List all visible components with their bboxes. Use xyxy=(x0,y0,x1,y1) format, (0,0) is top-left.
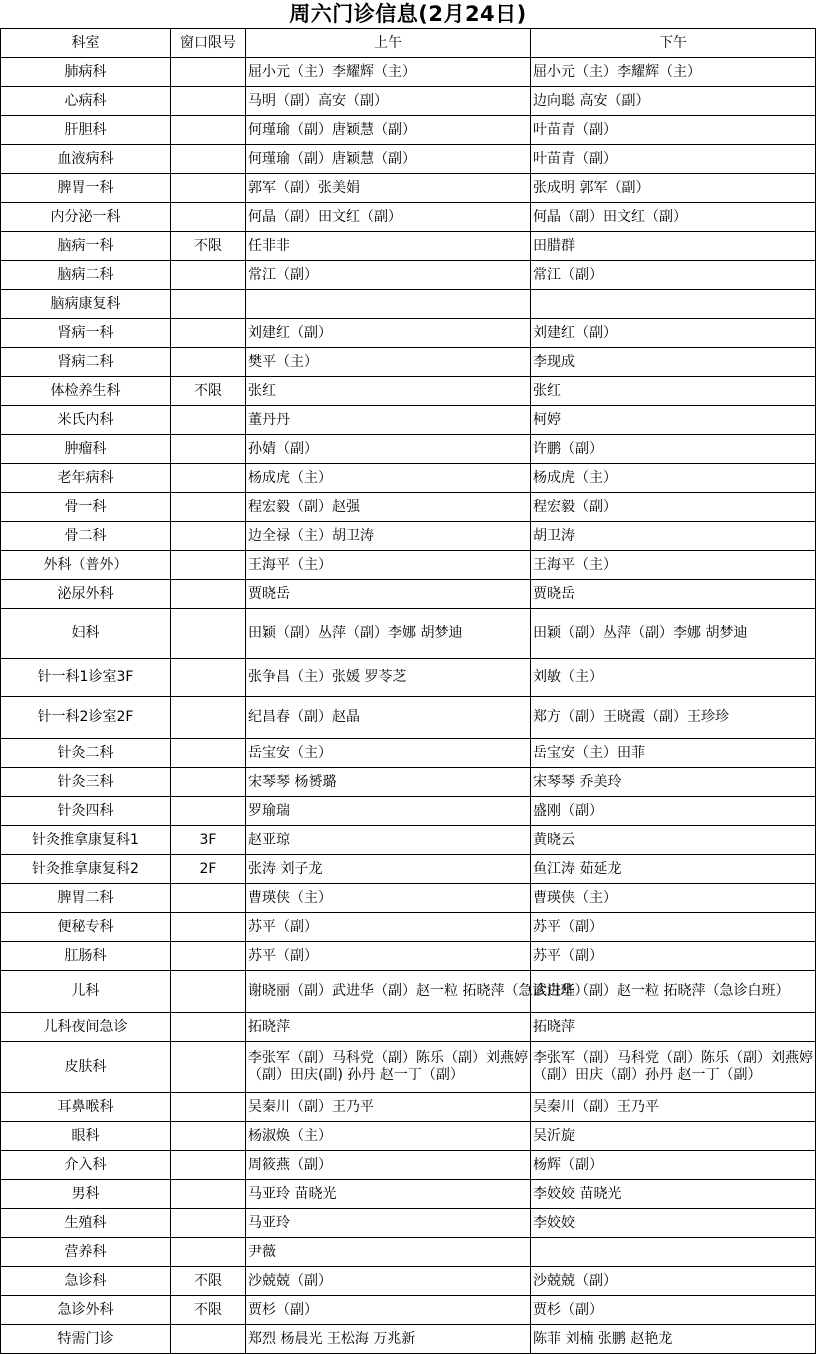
morning-doctors-cell: 马亚玲 xyxy=(246,1209,531,1238)
afternoon-doctors-cell: 田颖（副）丛萍（副）李娜 胡梦迪 xyxy=(531,609,816,659)
afternoon-doctors-cell: 田腊群 xyxy=(531,232,816,261)
morning-doctors-cell: 孙婧（副） xyxy=(246,435,531,464)
afternoon-doctors-cell: 程宏毅（副） xyxy=(531,493,816,522)
header-am: 上午 xyxy=(246,29,531,58)
dept-cell: 介入科 xyxy=(1,1151,171,1180)
window-limit-cell xyxy=(171,261,246,290)
dept-cell: 米氏内科 xyxy=(1,406,171,435)
dept-cell: 针一科2诊室2F xyxy=(1,697,171,739)
afternoon-doctors-cell: 拓晓萍 xyxy=(531,1013,816,1042)
dept-cell: 急诊外科 xyxy=(1,1296,171,1325)
table-row xyxy=(1,203,816,232)
window-limit-cell xyxy=(171,768,246,797)
header-row xyxy=(1,29,816,58)
morning-doctors-cell: 贾晓岳 xyxy=(246,580,531,609)
dept-cell: 肝胆科 xyxy=(1,116,171,145)
dept-cell: 内分泌一科 xyxy=(1,203,171,232)
window-limit-cell: 不限 xyxy=(171,1296,246,1325)
window-limit-cell xyxy=(171,884,246,913)
header-window: 窗口限号 xyxy=(171,29,246,58)
dept-cell: 皮肤科 xyxy=(1,1042,171,1093)
morning-doctors-cell: 程宏毅（副）赵强 xyxy=(246,493,531,522)
header-pm: 下午 xyxy=(531,29,816,58)
afternoon-doctors-cell: 杨辉（副） xyxy=(531,1151,816,1180)
window-limit-cell xyxy=(171,203,246,232)
window-limit-cell xyxy=(171,319,246,348)
morning-doctors-cell: 马明（副）高安（副） xyxy=(246,87,531,116)
table-row xyxy=(1,522,816,551)
afternoon-doctors-cell: 李姣姣 苗晓光 xyxy=(531,1180,816,1209)
morning-doctors-cell: 纪昌春（副）赵晶 xyxy=(246,697,531,739)
morning-doctors-cell: 李张军（副）马科党（副）陈乐（副）刘燕婷（副）田庆(副) 孙丹 赵一丁（副） xyxy=(246,1042,531,1093)
morning-doctors-cell: 马亚玲 苗晓光 xyxy=(246,1180,531,1209)
morning-doctors-cell: 张涛 刘子龙 xyxy=(246,855,531,884)
window-limit-cell xyxy=(171,493,246,522)
afternoon-doctors-cell: 屈小元（主）李耀辉（主） xyxy=(531,58,816,87)
table-row xyxy=(1,739,816,768)
table-row xyxy=(1,1042,816,1093)
table-row xyxy=(1,377,816,406)
table-row xyxy=(1,87,816,116)
window-limit-cell: 不限 xyxy=(171,1267,246,1296)
table-row xyxy=(1,1180,816,1209)
table-row xyxy=(1,232,816,261)
dept-cell: 针灸推拿康复科2 xyxy=(1,855,171,884)
afternoon-doctors-cell: 苏平（副） xyxy=(531,913,816,942)
morning-doctors-cell: 郑烈 杨晨光 王松海 万兆新 xyxy=(246,1325,531,1354)
window-limit-cell xyxy=(171,1325,246,1354)
schedule-table xyxy=(0,28,816,1354)
afternoon-doctors-cell: 李现成 xyxy=(531,348,816,377)
dept-cell: 脑病二科 xyxy=(1,261,171,290)
afternoon-doctors-cell: 叶苗青（副） xyxy=(531,116,816,145)
afternoon-doctors-cell: 贾杉（副） xyxy=(531,1296,816,1325)
window-limit-cell xyxy=(171,290,246,319)
morning-doctors-cell: 郭军（副）张美娟 xyxy=(246,174,531,203)
table-row xyxy=(1,971,816,1013)
table-row xyxy=(1,1151,816,1180)
table-row xyxy=(1,1238,816,1267)
dept-cell: 耳鼻喉科 xyxy=(1,1093,171,1122)
window-limit-cell xyxy=(171,739,246,768)
dept-cell: 老年病科 xyxy=(1,464,171,493)
dept-cell: 针灸三科 xyxy=(1,768,171,797)
table-body xyxy=(1,58,816,1354)
table-row xyxy=(1,1122,816,1151)
table-row xyxy=(1,1325,816,1354)
afternoon-doctors-cell: 陈菲 刘楠 张鹏 赵艳龙 xyxy=(531,1325,816,1354)
dept-cell: 妇科 xyxy=(1,609,171,659)
page-title: 周六门诊信息(2月24日) xyxy=(0,0,816,29)
window-limit-cell xyxy=(171,1013,246,1042)
morning-doctors-cell: 何瑾瑜（副）唐颖慧（副） xyxy=(246,145,531,174)
dept-cell: 脑病康复科 xyxy=(1,290,171,319)
table-row xyxy=(1,464,816,493)
table-row xyxy=(1,58,816,87)
table-row xyxy=(1,348,816,377)
table-row xyxy=(1,580,816,609)
window-limit-cell xyxy=(171,522,246,551)
table-row xyxy=(1,406,816,435)
table-row xyxy=(1,913,816,942)
window-limit-cell xyxy=(171,971,246,1013)
table-row xyxy=(1,1013,816,1042)
afternoon-doctors-cell: 鱼江涛 茹延龙 xyxy=(531,855,816,884)
dept-cell: 针一科1诊室3F xyxy=(1,659,171,697)
table-row xyxy=(1,1296,816,1325)
window-limit-cell: 不限 xyxy=(171,232,246,261)
window-limit-cell xyxy=(171,551,246,580)
morning-doctors-cell xyxy=(246,290,531,319)
dept-cell: 体检养生科 xyxy=(1,377,171,406)
dept-cell: 肾病二科 xyxy=(1,348,171,377)
window-limit-cell: 2F xyxy=(171,855,246,884)
morning-doctors-cell: 宋琴琴 杨赟璐 xyxy=(246,768,531,797)
table-row xyxy=(1,797,816,826)
morning-doctors-cell: 周筱燕（副） xyxy=(246,1151,531,1180)
window-limit-cell xyxy=(171,1209,246,1238)
table-row xyxy=(1,942,816,971)
morning-doctors-cell: 苏平（副） xyxy=(246,913,531,942)
afternoon-doctors-cell: 贾晓岳 xyxy=(531,580,816,609)
afternoon-doctors-cell: 沙兢兢（副） xyxy=(531,1267,816,1296)
dept-cell: 肺病科 xyxy=(1,58,171,87)
window-limit-cell xyxy=(171,348,246,377)
dept-cell: 针灸四科 xyxy=(1,797,171,826)
afternoon-doctors-cell: 宋琴琴 乔美玲 xyxy=(531,768,816,797)
window-limit-cell xyxy=(171,1238,246,1267)
dept-cell: 生殖科 xyxy=(1,1209,171,1238)
dept-cell: 血液病科 xyxy=(1,145,171,174)
afternoon-doctors-cell: 黄晓云 xyxy=(531,826,816,855)
table-row xyxy=(1,1093,816,1122)
table-row xyxy=(1,174,816,203)
window-limit-cell xyxy=(171,145,246,174)
morning-doctors-cell: 田颖（副）丛萍（副）李娜 胡梦迪 xyxy=(246,609,531,659)
afternoon-doctors-cell: 吴沂旋 xyxy=(531,1122,816,1151)
table-row xyxy=(1,319,816,348)
dept-cell: 泌尿外科 xyxy=(1,580,171,609)
morning-doctors-cell: 罗瑜瑞 xyxy=(246,797,531,826)
window-limit-cell xyxy=(171,464,246,493)
window-limit-cell xyxy=(171,580,246,609)
morning-doctors-cell: 王海平（主） xyxy=(246,551,531,580)
window-limit-cell xyxy=(171,797,246,826)
window-limit-cell: 不限 xyxy=(171,377,246,406)
header-dept: 科室 xyxy=(1,29,171,58)
dept-cell: 营养科 xyxy=(1,1238,171,1267)
dept-cell: 儿科夜间急诊 xyxy=(1,1013,171,1042)
dept-cell: 骨二科 xyxy=(1,522,171,551)
dept-cell: 眼科 xyxy=(1,1122,171,1151)
dept-cell: 急诊科 xyxy=(1,1267,171,1296)
window-limit-cell xyxy=(171,58,246,87)
afternoon-doctors-cell: 郑方（副）王晓霞（副）王珍珍 xyxy=(531,697,816,739)
table-row xyxy=(1,768,816,797)
table-row xyxy=(1,261,816,290)
dept-cell: 针灸二科 xyxy=(1,739,171,768)
window-limit-cell xyxy=(171,435,246,464)
morning-doctors-cell: 边全禄（主）胡卫涛 xyxy=(246,522,531,551)
afternoon-doctors-cell xyxy=(531,290,816,319)
table-row xyxy=(1,116,816,145)
afternoon-doctors-cell: 张红 xyxy=(531,377,816,406)
table-row xyxy=(1,697,816,739)
window-limit-cell xyxy=(171,942,246,971)
window-limit-cell xyxy=(171,116,246,145)
table-row xyxy=(1,826,816,855)
dept-cell: 针灸推拿康复科1 xyxy=(1,826,171,855)
afternoon-doctors-cell: 武进华（副）赵一粒 拓晓萍（急诊白班） xyxy=(531,971,816,1013)
afternoon-doctors-cell: 张成明 郭军（副） xyxy=(531,174,816,203)
table-row xyxy=(1,290,816,319)
dept-cell: 骨一科 xyxy=(1,493,171,522)
dept-cell: 外科（普外） xyxy=(1,551,171,580)
window-limit-cell xyxy=(171,174,246,203)
table-row xyxy=(1,145,816,174)
dept-cell: 肛肠科 xyxy=(1,942,171,971)
morning-doctors-cell: 杨淑焕（主） xyxy=(246,1122,531,1151)
morning-doctors-cell: 任非非 xyxy=(246,232,531,261)
afternoon-doctors-cell: 常江（副） xyxy=(531,261,816,290)
dept-cell: 脾胃二科 xyxy=(1,884,171,913)
morning-doctors-cell: 刘建红（副） xyxy=(246,319,531,348)
table-row xyxy=(1,1209,816,1238)
afternoon-doctors-cell: 苏平（副） xyxy=(531,942,816,971)
table-row xyxy=(1,435,816,464)
morning-doctors-cell: 沙兢兢（副） xyxy=(246,1267,531,1296)
window-limit-cell xyxy=(171,1151,246,1180)
window-limit-cell xyxy=(171,1122,246,1151)
window-limit-cell xyxy=(171,1093,246,1122)
afternoon-doctors-cell xyxy=(531,1238,816,1267)
dept-cell: 脾胃一科 xyxy=(1,174,171,203)
morning-doctors-cell: 张红 xyxy=(246,377,531,406)
afternoon-doctors-cell: 盛刚（副） xyxy=(531,797,816,826)
afternoon-doctors-cell: 杨成虎（主） xyxy=(531,464,816,493)
morning-doctors-cell: 曹瑛侠（主） xyxy=(246,884,531,913)
window-limit-cell xyxy=(171,697,246,739)
afternoon-doctors-cell: 许鹏（副） xyxy=(531,435,816,464)
dept-cell: 儿科 xyxy=(1,971,171,1013)
table-row xyxy=(1,855,816,884)
morning-doctors-cell: 董丹丹 xyxy=(246,406,531,435)
window-limit-cell xyxy=(171,913,246,942)
morning-doctors-cell: 赵亚琼 xyxy=(246,826,531,855)
morning-doctors-cell: 屈小元（主）李耀辉（主） xyxy=(246,58,531,87)
table-row xyxy=(1,493,816,522)
afternoon-doctors-cell: 刘建红（副） xyxy=(531,319,816,348)
morning-doctors-cell: 常江（副） xyxy=(246,261,531,290)
morning-doctors-cell: 岳宝安（主） xyxy=(246,739,531,768)
afternoon-doctors-cell: 何晶（副）田文红（副） xyxy=(531,203,816,232)
dept-cell: 男科 xyxy=(1,1180,171,1209)
morning-doctors-cell: 樊平（主） xyxy=(246,348,531,377)
afternoon-doctors-cell: 王海平（主） xyxy=(531,551,816,580)
window-limit-cell: 3F xyxy=(171,826,246,855)
morning-doctors-cell: 贾杉（副） xyxy=(246,1296,531,1325)
morning-doctors-cell: 尹薇 xyxy=(246,1238,531,1267)
dept-cell: 特需门诊 xyxy=(1,1325,171,1354)
morning-doctors-cell: 张争昌（主）张媛 罗苓芝 xyxy=(246,659,531,697)
table-row xyxy=(1,609,816,659)
dept-cell: 肾病一科 xyxy=(1,319,171,348)
afternoon-doctors-cell: 柯婷 xyxy=(531,406,816,435)
afternoon-doctors-cell: 吴秦川（副）王乃平 xyxy=(531,1093,816,1122)
morning-doctors-cell: 吴秦川（副）王乃平 xyxy=(246,1093,531,1122)
table-row xyxy=(1,659,816,697)
afternoon-doctors-cell: 边向聪 高安（副） xyxy=(531,87,816,116)
afternoon-doctors-cell: 刘敏（主） xyxy=(531,659,816,697)
window-limit-cell xyxy=(171,1042,246,1093)
afternoon-doctors-cell: 叶苗青（副） xyxy=(531,145,816,174)
dept-cell: 肿瘤科 xyxy=(1,435,171,464)
afternoon-doctors-cell: 曹瑛侠（主） xyxy=(531,884,816,913)
window-limit-cell xyxy=(171,1180,246,1209)
afternoon-doctors-cell: 胡卫涛 xyxy=(531,522,816,551)
afternoon-doctors-cell: 岳宝安（主）田菲 xyxy=(531,739,816,768)
morning-doctors-cell: 何瑾瑜（副）唐颖慧（副） xyxy=(246,116,531,145)
dept-cell: 便秘专科 xyxy=(1,913,171,942)
morning-doctors-cell: 拓晓萍 xyxy=(246,1013,531,1042)
morning-doctors-cell: 何晶（副）田文红（副） xyxy=(246,203,531,232)
window-limit-cell xyxy=(171,659,246,697)
dept-cell: 心病科 xyxy=(1,87,171,116)
afternoon-doctors-cell: 李姣姣 xyxy=(531,1209,816,1238)
table-row xyxy=(1,1267,816,1296)
table-row xyxy=(1,884,816,913)
window-limit-cell xyxy=(171,609,246,659)
dept-cell: 脑病一科 xyxy=(1,232,171,261)
afternoon-doctors-cell: 李张军（副）马科党（副）陈乐（副）刘燕婷（副）田庆（副）孙丹 赵一丁（副） xyxy=(531,1042,816,1093)
morning-doctors-cell: 谢晓丽（副）武进华（副）赵一粒 拓晓萍（急诊白班） xyxy=(246,971,531,1013)
morning-doctors-cell: 杨成虎（主） xyxy=(246,464,531,493)
window-limit-cell xyxy=(171,406,246,435)
table-row xyxy=(1,551,816,580)
window-limit-cell xyxy=(171,87,246,116)
morning-doctors-cell: 苏平（副） xyxy=(246,942,531,971)
